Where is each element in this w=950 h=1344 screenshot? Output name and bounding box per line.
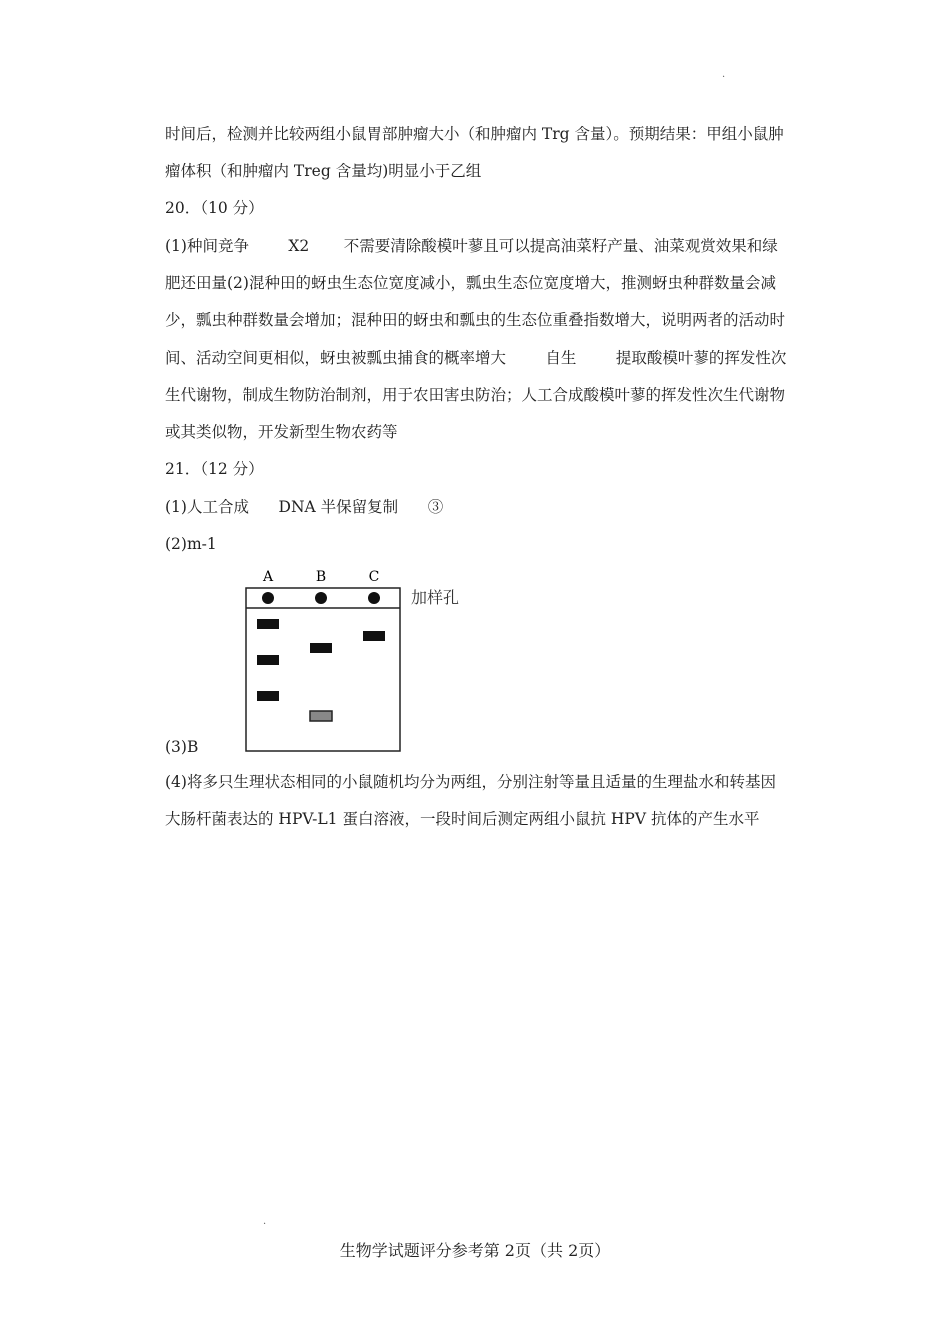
- text-line-6: 少，瓢虫种群数量会增加；混种田的蚜虫和瓢虫的生态位重叠指数增大，说明两者的活动时: [165, 311, 786, 329]
- band-b-1: [310, 643, 332, 653]
- text-line-2: 瘤体积（和肿瘤内 Treg 含量均)明显小于乙组: [165, 162, 482, 180]
- well-c: [368, 592, 380, 604]
- answer-21-2: (2)m-1: [165, 535, 217, 553]
- answer-21-3: (3)B: [165, 738, 199, 756]
- scan-mark-bottom: ·: [263, 1219, 267, 1230]
- lane-label-a: A: [262, 569, 274, 585]
- text-line-7: 间、活动空间更相似，蚜虫被瓢虫捕食的概率增大 自生 提取酸模叶蓼的挥发性次: [165, 349, 787, 367]
- band-a-1: [257, 619, 279, 629]
- text-line-5: 肥还田量(2)混种田的蚜虫生态位宽度减小，瓢虫生态位宽度增大，推测蚜虫种群数量会减: [165, 274, 776, 292]
- gel-frame: [246, 588, 400, 751]
- well-a: [262, 592, 274, 604]
- band-a-3: [257, 691, 279, 701]
- question-20-heading: 20．（10 分）: [165, 199, 264, 217]
- question-21-heading: 21．（12 分）: [165, 460, 264, 478]
- answer-21-4-line-1: (4)将多只生理状态相同的小鼠随机均分为两组，分别注射等量且适量的生理盐水和转基因: [165, 773, 776, 791]
- answer-21-1: (1)人工合成 DNA 半保留复制 ③: [165, 498, 444, 516]
- text-line-4: (1)种间竞争 X2 不需要清除酸模叶蓼且可以提高油菜籽产量、油菜观赏效果和绿: [165, 237, 778, 255]
- text-line-9: 或其类似物，开发新型生物农药等: [165, 423, 398, 441]
- band-b-2: [310, 711, 332, 721]
- well-b: [315, 592, 327, 604]
- text-line-1: 时间后，检测并比较两组小鼠胃部肿瘤大小（和肿瘤内 Trg 含量）。预期结果：甲组小鼠肿: [165, 125, 784, 143]
- page-footer: 生物学试题评分参考第 2页（共 2页）: [339, 1241, 611, 1260]
- lane-label-c: C: [368, 569, 380, 585]
- text-line-8: 生代谢物，制成生物防治制剂，用于农田害虫防治；人工合成酸模叶蓼的挥发性次生代谢物: [165, 386, 786, 404]
- gel-electrophoresis-diagram: [245, 566, 485, 756]
- answer-21-4-line-2: 大肠杆菌表达的 HPV-L1 蛋白溶液，一段时间后测定两组小鼠抗 HPV 抗体的产生水平: [165, 810, 760, 828]
- well-label: 加样孔: [411, 588, 460, 607]
- band-a-2: [257, 655, 279, 665]
- scan-mark-top: ·: [722, 72, 726, 83]
- lane-label-b: B: [315, 569, 327, 585]
- band-c-1: [363, 631, 385, 641]
